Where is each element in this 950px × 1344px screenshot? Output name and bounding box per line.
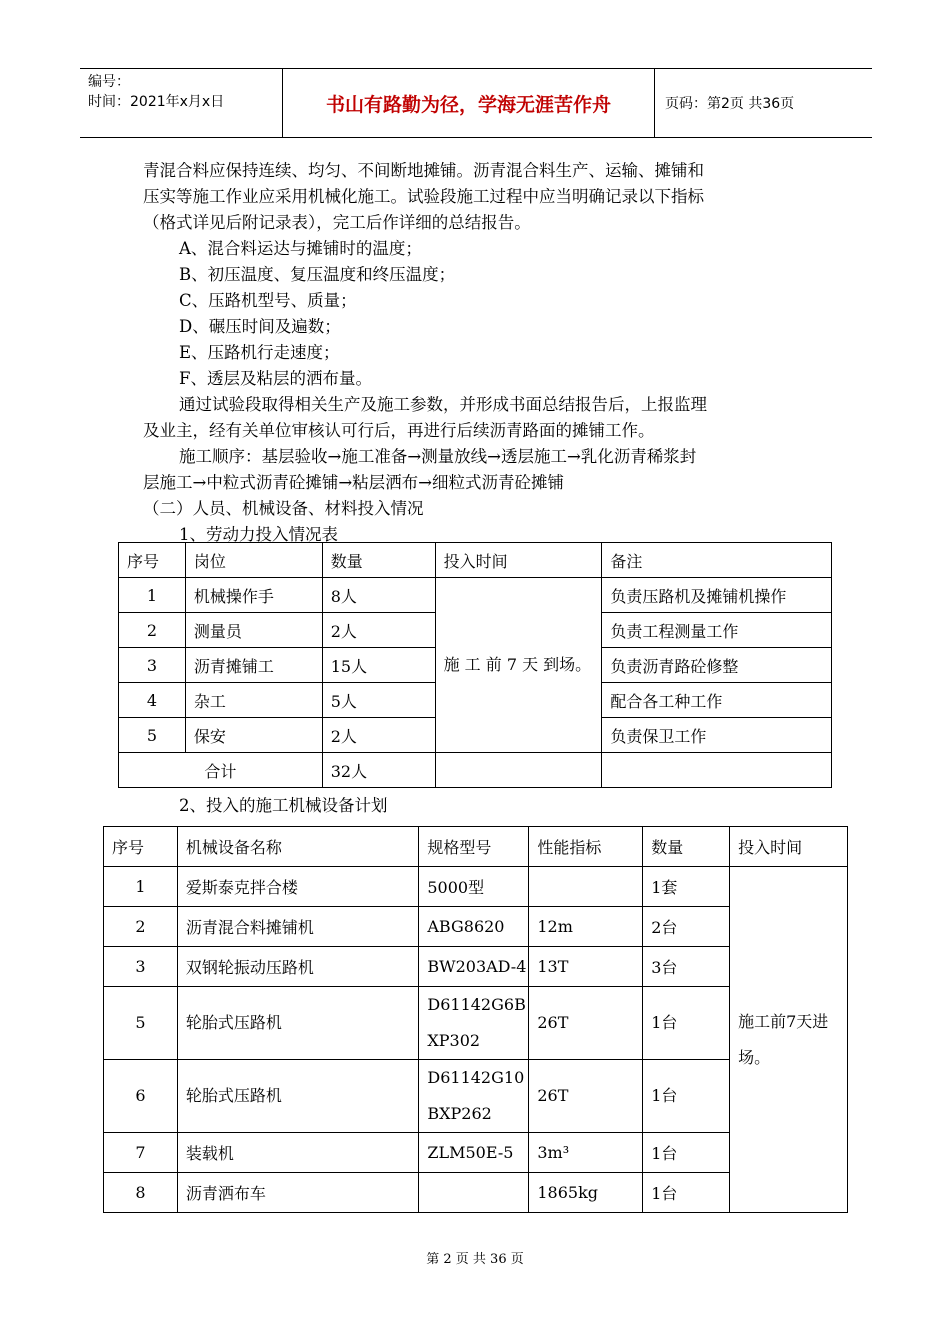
table-cell: 7 — [104, 1133, 178, 1173]
table-cell: 装载机 — [177, 1133, 419, 1173]
table-cell: 5 — [119, 718, 186, 753]
table-cell: 机械操作手 — [185, 578, 322, 613]
table-header-row — [104, 827, 848, 867]
table-cell: 负责压路机及摊铺机操作 — [602, 578, 832, 613]
paragraph: （格式详见后附记录表），完工后作详细的总结报告。 — [143, 213, 531, 232]
paragraph: 及业主，经有关单位审核认可行后，再进行后续沥青路面的摊铺工作。 — [143, 421, 655, 440]
table-cell: 负责保卫工作 — [602, 718, 832, 753]
paragraph: 通过试验段取得相关生产及施工参数，并形成书面总结报告后，上报监理 — [179, 395, 707, 414]
page-footer: 第 2 页 共 36 页 — [426, 1252, 524, 1267]
table-header: 岗位 — [185, 543, 322, 578]
table-cell — [529, 867, 643, 907]
table-cell — [435, 753, 602, 788]
table-cell-merged-time: 施工前7天进场。 — [730, 867, 848, 1213]
table-cell: 双钢轮振动压路机 — [177, 947, 419, 987]
list-item: B、初压温度、复压温度和终压温度； — [179, 265, 456, 284]
table-cell: 15人 — [322, 648, 435, 683]
table-cell: 负责沥青路砼修整 — [602, 648, 832, 683]
table-cell: 1865kg — [529, 1173, 643, 1213]
table-header: 投入时间 — [435, 543, 602, 578]
table-header: 投入时间 — [730, 827, 848, 867]
table-cell: 4 — [119, 683, 186, 718]
table-cell: 3台 — [643, 947, 730, 987]
table-cell: 轮胎式压路机 — [177, 987, 419, 1060]
list-item: A、混合料运达与摊铺时的温度； — [179, 239, 422, 258]
table-cell: 3m³ — [529, 1133, 643, 1173]
table-cell: 沥青混合料摊铺机 — [177, 907, 419, 947]
paragraph: 层施工→中粒式沥青砼摊铺→粘层洒布→细粒式沥青砼摊铺 — [143, 473, 564, 492]
table-total-row — [119, 753, 832, 788]
equipment-table — [103, 826, 848, 1213]
time-label: 时间：2021年x月x日 — [88, 94, 225, 110]
section-heading: （二）人员、机械设备、材料投入情况 — [143, 499, 424, 518]
table-cell: 3 — [104, 947, 178, 987]
table-cell: 1台 — [643, 1060, 730, 1133]
subsection-heading: 2、投入的施工机械设备计划 — [179, 796, 388, 815]
list-item: E、压路机行走速度； — [179, 343, 340, 362]
table-cell: 26T — [529, 1060, 643, 1133]
table-cell: 1 — [104, 867, 178, 907]
table-cell: 2人 — [322, 613, 435, 648]
total-value: 32人 — [322, 753, 435, 788]
table-cell: 2 — [119, 613, 186, 648]
table-row — [119, 578, 832, 613]
table-cell: 12m — [529, 907, 643, 947]
list-item: F、透层及粘层的洒布量。 — [179, 369, 372, 388]
table-cell: D61142G6B XP302 — [419, 987, 529, 1060]
table-cell: D61142G10 BXP262 — [419, 1060, 529, 1133]
table-header: 数量 — [322, 543, 435, 578]
header-meta — [80, 69, 283, 137]
table-header: 机械设备名称 — [177, 827, 419, 867]
paragraph: 压实等施工作业应采用机械化施工。试验段施工过程中应当明确记录以下指标 — [143, 187, 704, 206]
table-cell: 1台 — [643, 1133, 730, 1173]
table-header: 数量 — [643, 827, 730, 867]
table-cell: 5000型 — [419, 867, 529, 907]
table-cell: 配合各工种工作 — [602, 683, 832, 718]
header-motto: 书山有路勤为径，学海无涯苦作舟 — [283, 69, 655, 137]
header-page-number: 页码：第2页 共36页 — [665, 96, 795, 112]
table-cell: 沥青摊铺工 — [185, 648, 322, 683]
page-header — [80, 68, 872, 138]
table-header: 性能指标 — [529, 827, 643, 867]
paragraph: 青混合料应保持连续、均匀、不间断地摊铺。沥青混合料生产、运输、摊铺和 — [143, 161, 704, 180]
table-header: 备注 — [602, 543, 832, 578]
labor-table — [118, 542, 832, 788]
table-cell: 13T — [529, 947, 643, 987]
table-cell: 1 — [119, 578, 186, 613]
table-cell: BW203AD-4 — [419, 947, 529, 987]
table-cell: 8人 — [322, 578, 435, 613]
table-cell: 沥青洒布车 — [177, 1173, 419, 1213]
table-cell: 测量员 — [185, 613, 322, 648]
table-cell — [602, 753, 832, 788]
table-cell: 26T — [529, 987, 643, 1060]
total-label: 合计 — [119, 753, 323, 788]
document-body — [143, 158, 843, 548]
table-cell — [419, 1173, 529, 1213]
table-cell: 轮胎式压路机 — [177, 1060, 419, 1133]
table-cell: 6 — [104, 1060, 178, 1133]
list-item: D、碾压时间及遍数； — [179, 317, 341, 336]
subsection-heading: 1、劳动力投入情况表 — [179, 525, 338, 544]
table-cell: 爱斯泰克拌合楼 — [177, 867, 419, 907]
table-cell: ABG8620 — [419, 907, 529, 947]
table-row — [104, 867, 848, 907]
table-cell: 2 — [104, 907, 178, 947]
table-cell: 2台 — [643, 907, 730, 947]
table-cell: 1台 — [643, 1173, 730, 1213]
table-cell: 5 — [104, 987, 178, 1060]
list-item: C、压路机型号、质量； — [179, 291, 357, 310]
table-cell: 8 — [104, 1173, 178, 1213]
paragraph: 施工顺序：基层验收→施工准备→测量放线→透层施工→乳化沥青稀浆封 — [179, 447, 697, 466]
table-header: 序号 — [104, 827, 178, 867]
table-cell: ZLM50E-5 — [419, 1133, 529, 1173]
table-header-row — [119, 543, 832, 578]
table-header: 规格型号 — [419, 827, 529, 867]
table-cell: 1台 — [643, 987, 730, 1060]
table-cell: 杂工 — [185, 683, 322, 718]
table-cell-merged-time: 施 工 前 7 天 到场。 — [435, 578, 602, 753]
table-cell: 负责工程测量工作 — [602, 613, 832, 648]
table-cell: 5人 — [322, 683, 435, 718]
table-cell: 1套 — [643, 867, 730, 907]
table-cell: 保安 — [185, 718, 322, 753]
table-cell: 3 — [119, 648, 186, 683]
code-label: 编号： — [88, 74, 130, 90]
table-header: 序号 — [119, 543, 186, 578]
table-cell: 2人 — [322, 718, 435, 753]
